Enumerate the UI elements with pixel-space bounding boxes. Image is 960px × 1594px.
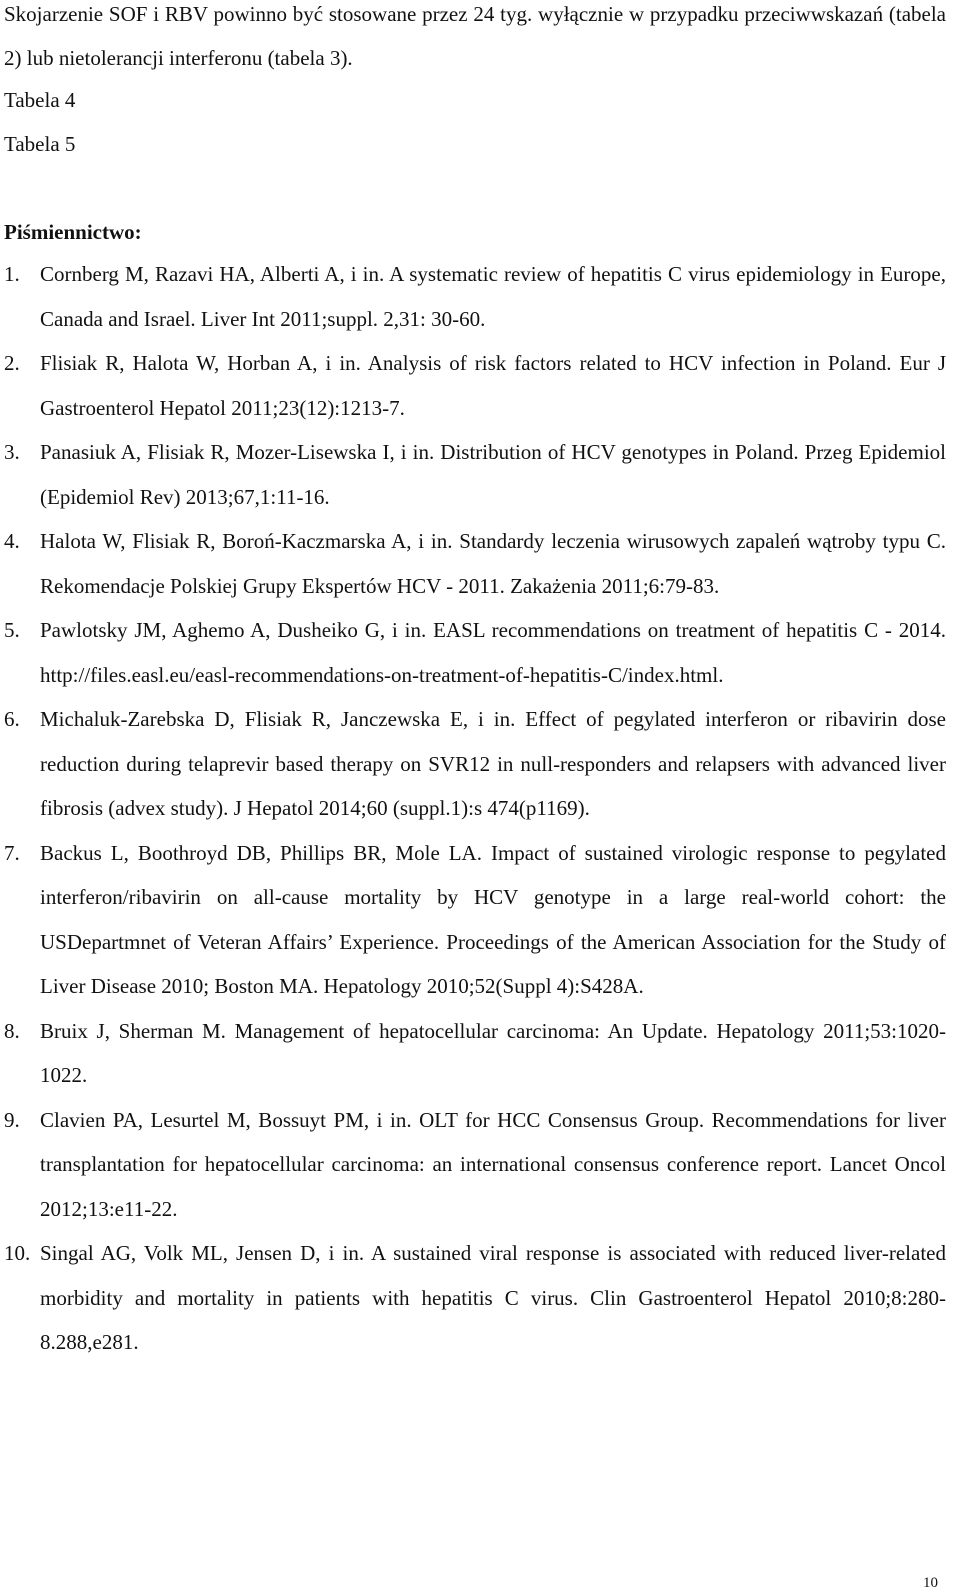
- reference-item: [0, 608, 946, 697]
- reference-item: [0, 831, 946, 1009]
- reference-item: [0, 252, 946, 341]
- reference-number: 10.: [4, 1241, 31, 1265]
- reference-number: 1.: [4, 262, 20, 286]
- reference-item: [0, 697, 946, 831]
- reference-item: [0, 1098, 946, 1232]
- reference-number: 9.: [4, 1107, 20, 1132]
- reference-number: 6.: [4, 707, 20, 731]
- reference-number: 2.: [4, 351, 20, 375]
- reference-text: Pawlotsky JM, Aghemo A, Dusheiko G, i in. EASL recommendations on treatment of hepatitis C - 2014. http://files.easl.eu/easl-recommendations-on-treatment-of-hepatitis-C/index.html.: [40, 618, 946, 687]
- reference-item: [0, 1009, 946, 1098]
- reference-text: Clavien PA, Lesurtel M, Bossuyt PM, i in. OLT for HCC Consensus Group. Recommendations for liver transplantation for hepatocellular carcinoma: an international consensus conference report. Lancet Oncol 2012;13:e11-22.: [40, 1107, 946, 1221]
- reference-number: 8.: [4, 1018, 20, 1043]
- reference-item: [0, 519, 946, 608]
- intro-paragraph: Skojarzenie SOF i RBV powinno być stosowane przez 24 tyg. wyłącznie w przypadku przeciwwskazań (tabela 2) lub nietolerancji interferonu (tabela 3).: [4, 2, 946, 70]
- reference-text: Panasiuk A, Flisiak R, Mozer-Lisewska I, i in. Distribution of HCV genotypes in Poland. Przeg Epidemiol (Epidemiol Rev) 2013;67,1:11-16.: [40, 440, 946, 509]
- reference-text: Michaluk-Zarebska D, Flisiak R, Janczewska E, i in. Effect of pegylated interferon or ribavirin dose reduction during telaprevir based therapy on SVR12 in null-responders and relapsers with advanced liver fibrosis (advex study). J Hepatol 2014;60 (suppl.1):s 474(p1169).: [40, 707, 946, 820]
- table-5-reference: Tabela 5: [4, 132, 76, 156]
- reference-text: Singal AG, Volk ML, Jensen D, i in. A sustained viral response is associated with reduced liver-related morbidity and mortality in patients with hepatitis C virus. Clin Gastroenterol Hepatol 2010;8:280-8.288,e281.: [40, 1241, 946, 1354]
- bibliography-heading: Piśmiennictwo:: [4, 220, 142, 244]
- reference-text: Bruix J, Sherman M. Management of hepatocellular carcinoma: An Update. Hepatology 2011;53:1020-1022.: [40, 1018, 946, 1087]
- reference-text: Cornberg M, Razavi HA, Alberti A, i in. A systematic review of hepatitis C virus epidemiology in Europe, Canada and Israel. Liver Int 2011;suppl. 2,31: 30-60.: [40, 262, 946, 331]
- reference-list: [0, 252, 946, 1365]
- reference-number: 4.: [4, 529, 20, 553]
- reference-number: 5.: [4, 618, 20, 642]
- reference-item: [0, 430, 946, 519]
- page-number: 10: [923, 1575, 938, 1591]
- reference-number: 7.: [4, 840, 20, 865]
- table-4-reference: Tabela 4: [4, 88, 76, 112]
- reference-item: [0, 341, 946, 430]
- reference-text: Backus L, Boothroyd DB, Phillips BR, Mole LA. Impact of sustained virologic response to pegylated interferon/ribavirin on all-cause mortality by HCV genotype in a large real-world cohort: the USDepartmnet of Veteran Affairs’ Experience. Proceedings of the American Association for the Study of Liver Disease 2010; Boston MA. Hepatology 2010;52(Suppl 4):S428A.: [40, 840, 946, 998]
- reference-item: [0, 1231, 946, 1365]
- reference-number: 3.: [4, 440, 20, 464]
- reference-text: Halota W, Flisiak R, Boroń-Kaczmarska A, i in. Standardy leczenia wirusowych zapaleń wątroby typu C. Rekomendacje Polskiej Grupy Ekspertów HCV - 2011. Zakażenia 2011;6:79-83.: [40, 529, 946, 598]
- reference-text: Flisiak R, Halota W, Horban A, i in. Analysis of risk factors related to HCV infection in Poland. Eur J Gastroenterol Hepatol 2011;23(12):1213-7.: [40, 351, 946, 420]
